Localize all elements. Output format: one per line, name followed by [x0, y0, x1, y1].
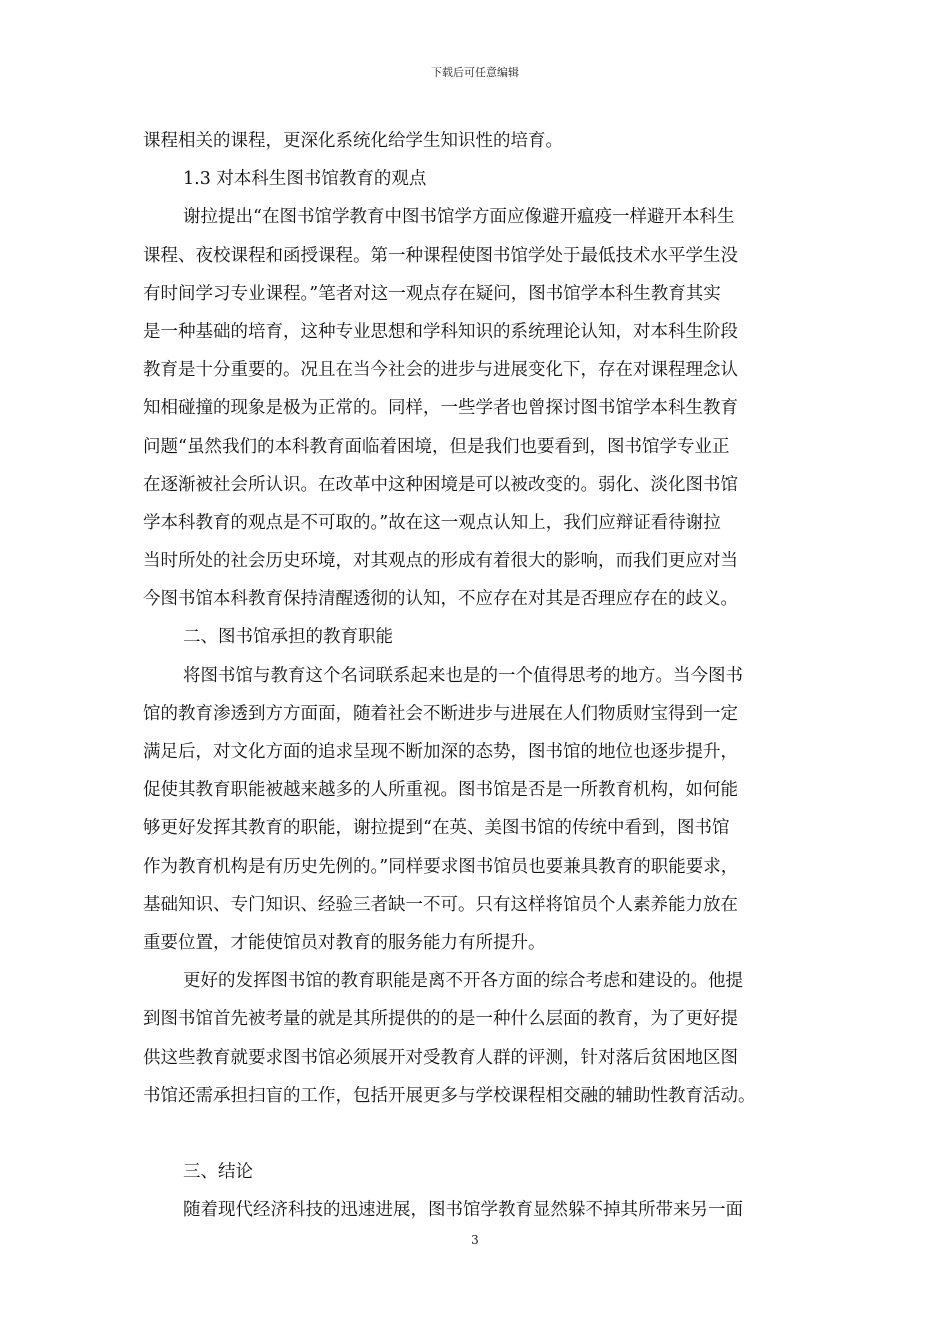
body-line: 问题“虽然我们的本科教育面临着困境，但是我们也要看到，图书馆学专业正	[143, 436, 730, 457]
paragraph-first-line: 谢拉提出“在图书馆学教育中图书馆学方面应像避开瘟疫一样避开本科生	[183, 207, 735, 228]
body-line: 教育是十分重要的。况且在当今社会的进步与进展变化下，存在对课程理念认	[143, 360, 738, 381]
body-line: 课程相关的课程，更深化系统化给学生知识性的培育。	[143, 131, 563, 151]
body-line: 书馆还需承担扫盲的工作，包括开展更多与学校课程相交融的辅助性教育活动。	[143, 1085, 756, 1106]
page-header: 下载后可任意编辑	[431, 66, 519, 79]
body-line: 满足后，对文化方面的追求呈现不断加深的态势，图书馆的地位也逐步提升，	[143, 742, 738, 762]
body-line: 当时所处的社会历史环境，对其观点的形成有着很大的影响，而我们更应对当	[143, 551, 738, 572]
body-line: 促使其教育职能被越来越多的人所重视。图书馆是否是一所教育机构，如何能	[143, 780, 738, 801]
body-line: 作为教育机构是有历史先例的。”同样要求图书馆员也要兼具教育的职能要求，	[143, 856, 739, 877]
body-line: 在逐渐被社会所认识。在改革中这种困境是可以被改变的。弱化、淡化图书馆	[143, 474, 738, 495]
body-line: 重要位置，才能使馆员对教育的服务能力有所提升。	[143, 932, 546, 953]
body-line: 知相碰撞的现象是极为正常的。同样，一些学者也曾探讨图书馆学本科生教育	[143, 398, 738, 419]
paragraph-first-line: 将图书馆与教育这个名词联系起来也是的一个值得思考的地方。当今图书	[183, 665, 743, 686]
section-heading-1-3: 1.3 对本科生图书馆教育的观点	[183, 169, 427, 190]
paragraph-first-line: 随着现代经济科技的迅速进展，图书馆学教育显然躲不掉其所带来另一面	[183, 1200, 743, 1221]
body-line: 馆的教育渗透到方方面面，随着社会不断进步与进展在人们物质财宝得到一定	[143, 703, 738, 724]
body-line: 有时间学习专业课程。”笔者对这一观点存在疑问，图书馆学本科生教育其实	[143, 283, 721, 304]
body-line: 学本科教育的观点是不可取的。”故在这一观点认知上，我们应辩证看待谢拉	[143, 512, 721, 533]
paragraph-first-line: 更好的发挥图书馆的教育职能是离不开各方面的综合考虑和建设的。他提	[183, 971, 743, 992]
body-line: 今图书馆本科教育保持清醒透彻的认知，不应存在对其是否理应存在的歧义。	[143, 589, 738, 610]
body-line: 够更好发挥其教育的职能，谢拉提到“在英、美图书馆的传统中看到，图书馆	[143, 818, 730, 839]
blank-line	[143, 1115, 823, 1153]
section-heading-3: 三、结论	[183, 1162, 253, 1183]
body-line: 是一种基础的培育，这种专业思想和学科知识的系统理论认知，对本科生阶段	[143, 321, 738, 342]
body-line: 基础知识、专门知识、经验三者缺一不可。只有这样将馆员个人素养能力放在	[143, 894, 738, 915]
page-number: 3	[471, 1233, 479, 1247]
body-line: 课程、夜校课程和函授课程。第一种课程使图书馆学处于最低技术水平学生没	[143, 245, 738, 266]
section-heading-2: 二、图书馆承担的教育职能	[183, 627, 393, 648]
document-body	[143, 122, 823, 1229]
body-line: 供这些教育就要求图书馆必须展开对受教育人群的评测，针对落后贫困地区图	[143, 1047, 738, 1068]
body-line: 到图书馆首先被考量的就是其所提供的的是一种什么层面的教育，为了更好提	[143, 1009, 738, 1030]
